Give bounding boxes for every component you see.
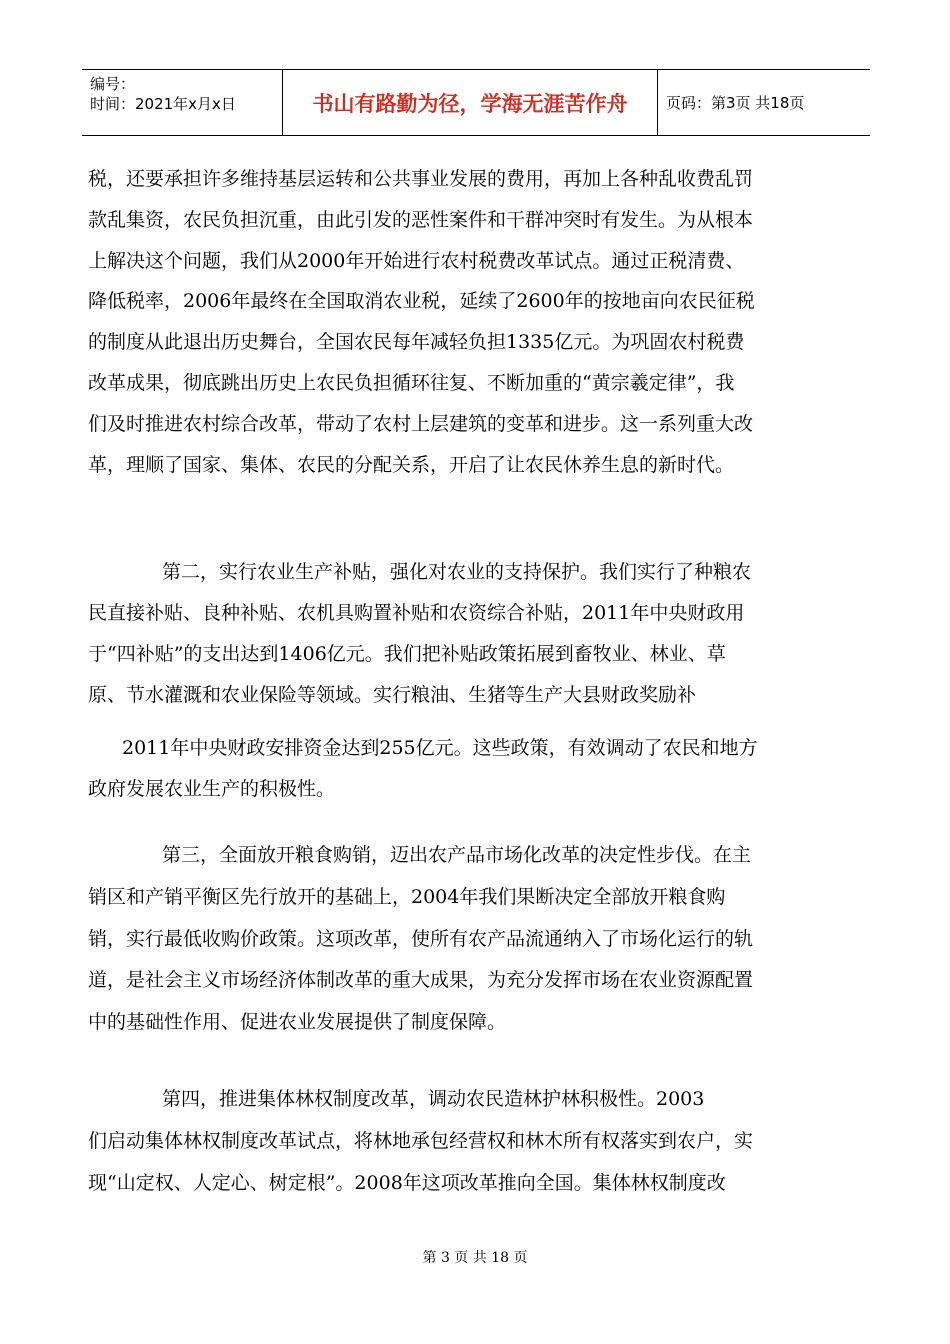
text-line: 税，还要承担许多维持基层运转和公共事业发展的费用，再加上各种乱收费乱罚: [88, 168, 754, 190]
header-motto: 书山有路勤为径，学海无涯苦作舟: [282, 70, 658, 135]
text-line: 政府发展农业生产的积极性。: [88, 778, 336, 800]
text-line: 上解决这个问题，我们从2000年开始进行农村税费改革试点。通过正税清费、: [88, 250, 745, 272]
document-time-label: 时间：2021年x月x日: [90, 95, 236, 113]
text-line: 第四，推进集体林权制度改革，调动农民造林护林积极性。2003: [162, 1088, 705, 1110]
text-line: 降低税率，2006年最终在全国取消农业税，延续了2600年的按地亩向农民征税: [88, 290, 755, 312]
header-page-code: 页码：第3页 共18页: [666, 94, 805, 112]
text-line: 道，是社会主义市场经济体制改革的重大成果，为充分发挥市场在农业资源配置: [88, 969, 754, 991]
document-number-label: 编号：: [90, 75, 136, 93]
text-line: 销区和产销平衡区先行放开的基础上，2004年我们果断决定全部放开粮食购: [88, 886, 726, 908]
text-line: 于“四补贴”的支出达到1406亿元。我们把补贴政策拓展到畜牧业、林业、草: [88, 643, 726, 665]
text-line: 改革成果，彻底跳出历史上农民负担循环往复、不断加重的“黄宗羲定律”，我: [88, 372, 735, 394]
page-footer: 第 3 页 共 18 页: [422, 1250, 528, 1266]
text-line: 销，实行最低收购价政策。这项改革，使所有农产品流通纳入了市场化运行的轨: [88, 928, 754, 950]
text-line: 革，理顺了国家、集体、农民的分配关系，开启了让农民休养生息的新时代。: [88, 454, 735, 476]
text-line: 现“山定权、人定心、树定根”。2008年这项改革推向全国。集体林权制度改: [88, 1172, 726, 1194]
text-line: 们及时推进农村综合改革，带动了农村上层建筑的变革和进步。这一系列重大改: [88, 413, 754, 435]
text-line: 第二，实行农业生产补贴，强化对农业的支持保护。我们实行了种粮农: [162, 561, 752, 583]
header-meta: [82, 70, 282, 135]
text-line: 们启动集体林权制度改革试点，将林地承包经营权和林木所有权落实到农户，实: [88, 1130, 754, 1152]
text-line: 2011年中央财政安排资金达到255亿元。这些政策，有效调动了农民和地方: [122, 737, 758, 759]
text-line: 原、节水灌溉和农业保险等领域。实行粮油、生猪等生产大县财政奖励补: [88, 684, 697, 706]
text-line: 第三，全面放开粮食购销，迈出农产品市场化改革的决定性步伐。在主: [162, 844, 752, 866]
page-header: [82, 69, 870, 136]
text-line: 中的基础性作用、促进农业发展提供了制度保障。: [88, 1011, 507, 1033]
text-line: 民直接补贴、良种补贴、农机具购置补贴和农资综合补贴，2011年中央财政用: [88, 602, 745, 624]
text-line: 款乱集资，农民负担沉重，由此引发的恶性案件和干群冲突时有发生。为从根本: [88, 209, 754, 231]
text-line: 的制度从此退出历史舞台，全国农民每年减轻负担1335亿元。为巩固农村税费: [88, 331, 745, 353]
